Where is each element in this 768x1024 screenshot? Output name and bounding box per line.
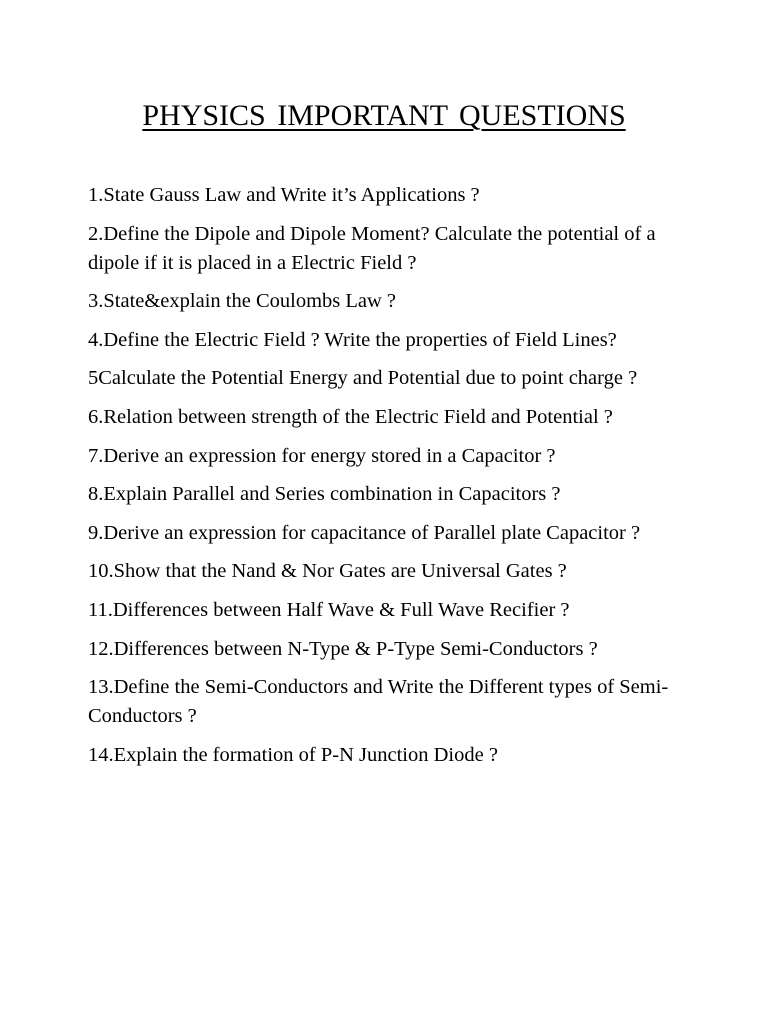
question-item: 1.State Gauss Law and Write it’s Applications ? [88,184,480,206]
question-item: 6.Relation between strength of the Electric Field and Potential ? [88,405,613,428]
page-title [0,94,768,138]
question-item: 2.Define the Dipole and Dipole Moment? Calculate the potential of a dipole if it is placed in a Electric Field ? [88,222,656,274]
page-title-text: PHYSICS IMPORTANT QUESTIONS [142,99,626,132]
question-list [88,181,688,779]
question-item: 7.Derive an expression for energy stored in a Capacitor ? [88,444,556,467]
question-item: 4.Define the Electric Field ? Write the properties of Field Lines? [88,328,617,351]
question-item: 13.Define the Semi-Conductors and Write the Different types of Semi-Conductors ? [88,676,669,728]
question-item: 8.Explain Parallel and Series combination in Capacitors ? [88,483,561,506]
question-item: 12.Differences between N-Type & P-Type Semi-Conductors ? [88,637,598,660]
question-item: 11.Differences between Half Wave & Full Wave Recifier ? [88,598,570,621]
question-item: 14.Explain the formation of P-N Junction Diode ? [88,743,498,766]
question-item: 10.Show that the Nand & Nor Gates are Universal Gates ? [88,560,567,583]
question-item: 3.State&explain the Coulombs Law ? [88,290,397,313]
question-item: 9.Derive an expression for capacitance of Parallel plate Capacitor ? [88,521,641,544]
question-item: 5Calculate the Potential Energy and Potential due to point charge ? [88,367,638,390]
